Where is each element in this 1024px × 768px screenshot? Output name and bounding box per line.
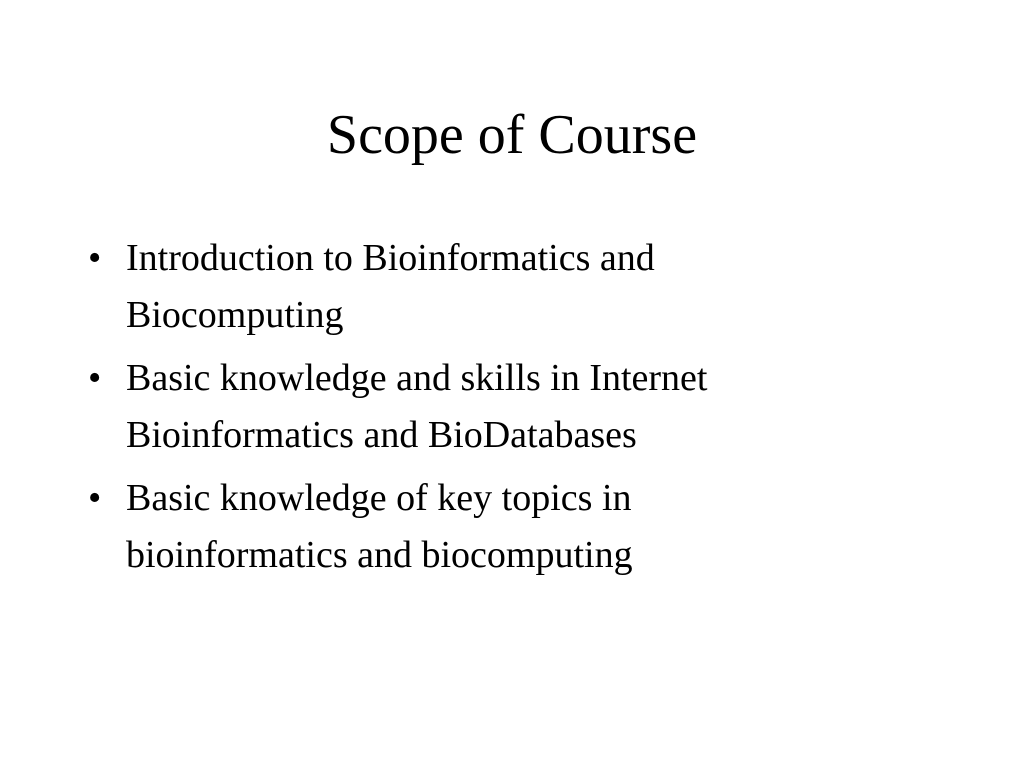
bullet-text-line: bioinformatics and biocomputing: [126, 534, 633, 576]
bullet-text-line: Bioinformatics and BioDatabases: [126, 414, 637, 456]
slide-title: Scope of Course: [326, 104, 698, 166]
bullet-text-line: Basic knowledge of key topics in: [126, 477, 632, 519]
bullet-item-3: [88, 470, 968, 584]
bullet-item-1: [88, 230, 968, 344]
bullet-item-2: [88, 350, 968, 464]
bullet-text-line: Introduction to Bioinformatics and: [126, 237, 655, 279]
bullet-icon: •: [88, 357, 102, 399]
bullet-icon: •: [88, 237, 102, 279]
bullet-text-line: Basic knowledge and skills in Internet: [126, 357, 708, 399]
bullet-icon: •: [88, 477, 102, 519]
bullet-text-line: Biocomputing: [126, 294, 344, 336]
bullet-list: [88, 230, 968, 590]
